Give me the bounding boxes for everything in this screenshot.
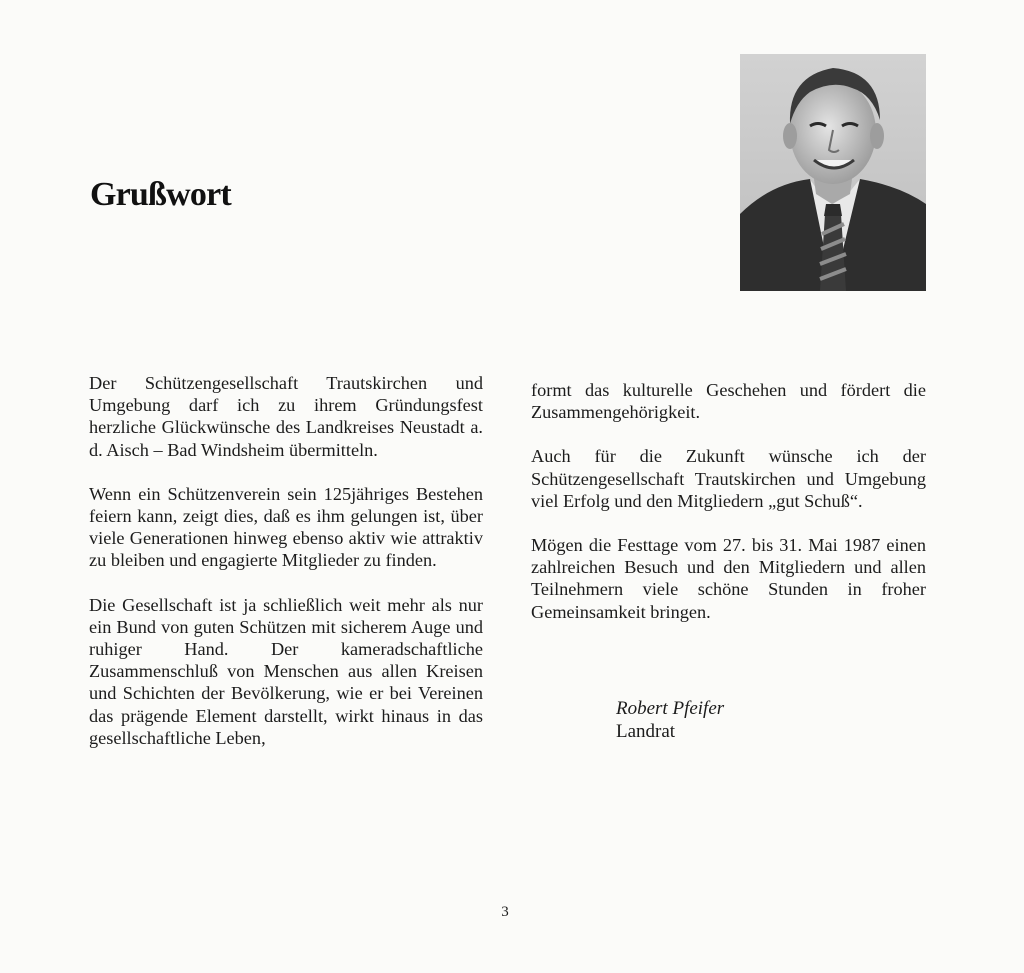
page-title: Grußwort <box>90 176 231 213</box>
paragraph: Die Gesellschaft ist ja schließlich weit mehr als nur ein Bund von guten Schützen mit sicherem Auge und ruhiger Hand. Der kameradschaftliche Zusammenschluß von Menschen aus allen Kreisen und Schichten der Bevölkerung, wie er bei Vereinen das prägende Element darstellt, wirkt hinaus in das gesellschaftliche Leben, <box>89 594 483 748</box>
signature-block <box>616 697 724 743</box>
page-number: 3 <box>501 904 509 920</box>
paragraph: Wenn ein Schützenverein sein 125jähriges Bestehen feiern kann, zeigt dies, daß es ihm gelungen ist, über viele Generationen hinweg ebenso aktiv wie attraktiv zu bleiben und engagierte Mitglieder zu finden. <box>89 483 483 571</box>
paragraph: Mögen die Festtage vom 27. bis 31. Mai 1987 einen zahlreichen Besuch und den Mitgliedern und allen Teilnehmern viele schöne Stunden in froher Gemeinsamkeit bringen. <box>531 535 926 622</box>
left-column <box>89 372 483 771</box>
paragraph: Auch für die Zukunft wünsche ich der Schützengesellschaft Trautskirchen und Umgebung viel Erfolg und den Mitgliedern „gut Schuß“. <box>531 446 926 511</box>
right-column <box>531 379 926 645</box>
portrait-photo <box>740 54 926 291</box>
paragraph: formt das kulturelle Geschehen und fördert die Zusammengehörigkeit. <box>531 380 926 423</box>
signatory-role: Landrat <box>616 721 676 742</box>
paragraph: Der Schützengesellschaft Trautskirchen und Umgebung darf ich zu ihrem Gründungsfest herzliche Glückwünsche des Landkreises Neustadt a. d. Aisch – Bad Windsheim übermitteln. <box>89 373 483 460</box>
signatory-name: Robert Pfeifer <box>616 698 725 719</box>
